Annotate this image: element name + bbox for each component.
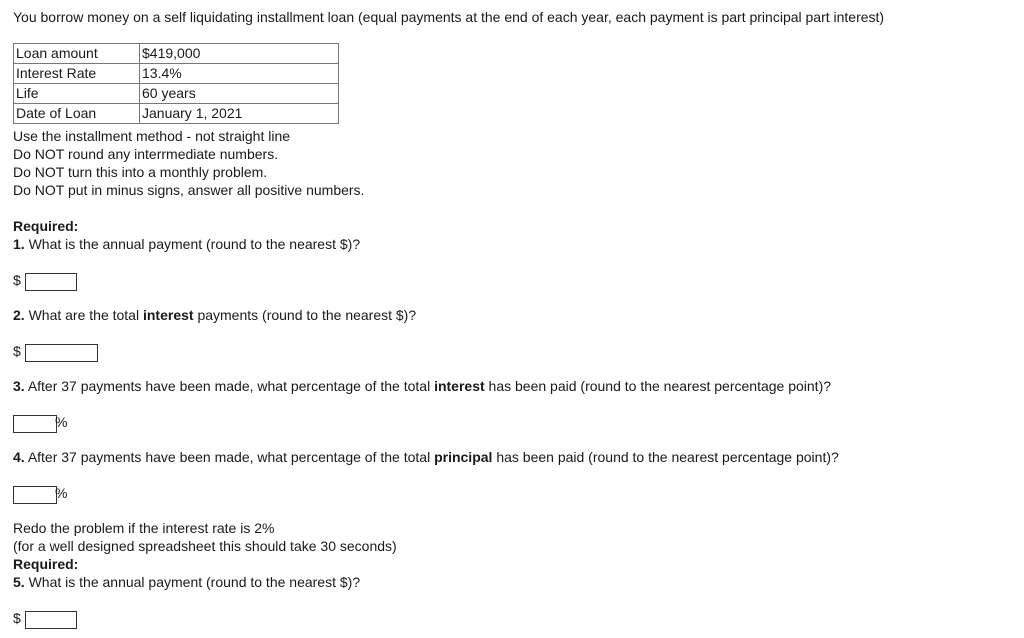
table-row: [14, 84, 339, 104]
question-1: [13, 235, 360, 253]
required-heading: Required:: [13, 556, 79, 572]
life-label: Life: [14, 84, 140, 104]
dollar-sign: $: [13, 272, 21, 288]
loan-amount-value: $419,000: [140, 44, 339, 64]
interest-rate-value: 13.4%: [140, 64, 339, 84]
question-text-pre: After 37 payments have been made, what percentage of the total: [27, 378, 435, 394]
question-3: [13, 377, 831, 395]
question-text: What is the annual payment (round to the nearest $)?: [28, 574, 361, 590]
question-text-pre: What are the total: [28, 307, 143, 323]
question-text-bold: interest: [142, 307, 194, 323]
percent-sign: %: [55, 414, 68, 430]
answer-1-input[interactable]: [25, 273, 77, 291]
redo-line-1: Redo the problem if the interest rate is 2%: [13, 520, 275, 536]
question-text-pre: After 37 payments have been made, what percentage of the total: [27, 449, 435, 465]
loan-amount-label: Loan amount: [14, 44, 140, 64]
question-5: [13, 573, 360, 591]
question-text-post: payments (round to the nearest $)?: [193, 307, 417, 323]
required-heading: Required:: [13, 218, 79, 234]
question-text-bold: interest: [434, 378, 485, 394]
life-value: 60 years: [140, 84, 339, 104]
table-row: [14, 44, 339, 64]
table-row: [14, 64, 339, 84]
answer-4-input[interactable]: [13, 486, 57, 504]
dollar-sign: $: [13, 343, 21, 359]
instruction-3: Do NOT turn this into a monthly problem.: [13, 164, 268, 180]
dollar-sign: $: [13, 610, 21, 626]
redo-line-2: (for a well designed spreadsheet this should take 30 seconds): [13, 538, 397, 554]
interest-rate-label: Interest Rate: [14, 64, 140, 84]
answer-5-input[interactable]: [25, 611, 77, 629]
question-number: 3.: [13, 378, 25, 394]
loan-table: [13, 43, 339, 124]
question-text-post: has been paid (round to the nearest percentage point)?: [484, 378, 832, 394]
table-row: [14, 104, 339, 124]
intro-text: You borrow money on a self liquidating installment loan (equal payments at the end of each year, each payment is part principal part interest): [13, 9, 885, 25]
date-of-loan-label: Date of Loan: [14, 104, 140, 124]
question-number: 5.: [13, 574, 25, 590]
instruction-4: Do NOT put in minus signs, answer all positive numbers.: [13, 182, 365, 198]
answer-2-input[interactable]: [25, 344, 98, 362]
question-number: 2.: [13, 307, 25, 323]
date-of-loan-value: January 1, 2021: [140, 104, 339, 124]
question-text-post: has been paid (round to the nearest percentage point)?: [492, 449, 839, 465]
question-4: [13, 448, 839, 466]
question-text: What is the annual payment (round to the nearest $)?: [28, 236, 361, 252]
instruction-1: Use the installment method - not straight line: [13, 128, 291, 144]
answer-3-input[interactable]: [13, 415, 57, 433]
question-number: 1.: [13, 236, 25, 252]
question-text-bold: principal: [434, 449, 493, 465]
question-2: [13, 306, 416, 324]
percent-sign: %: [55, 485, 68, 501]
question-number: 4.: [13, 449, 25, 465]
instruction-2: Do NOT round any interrmediate numbers.: [13, 146, 279, 162]
